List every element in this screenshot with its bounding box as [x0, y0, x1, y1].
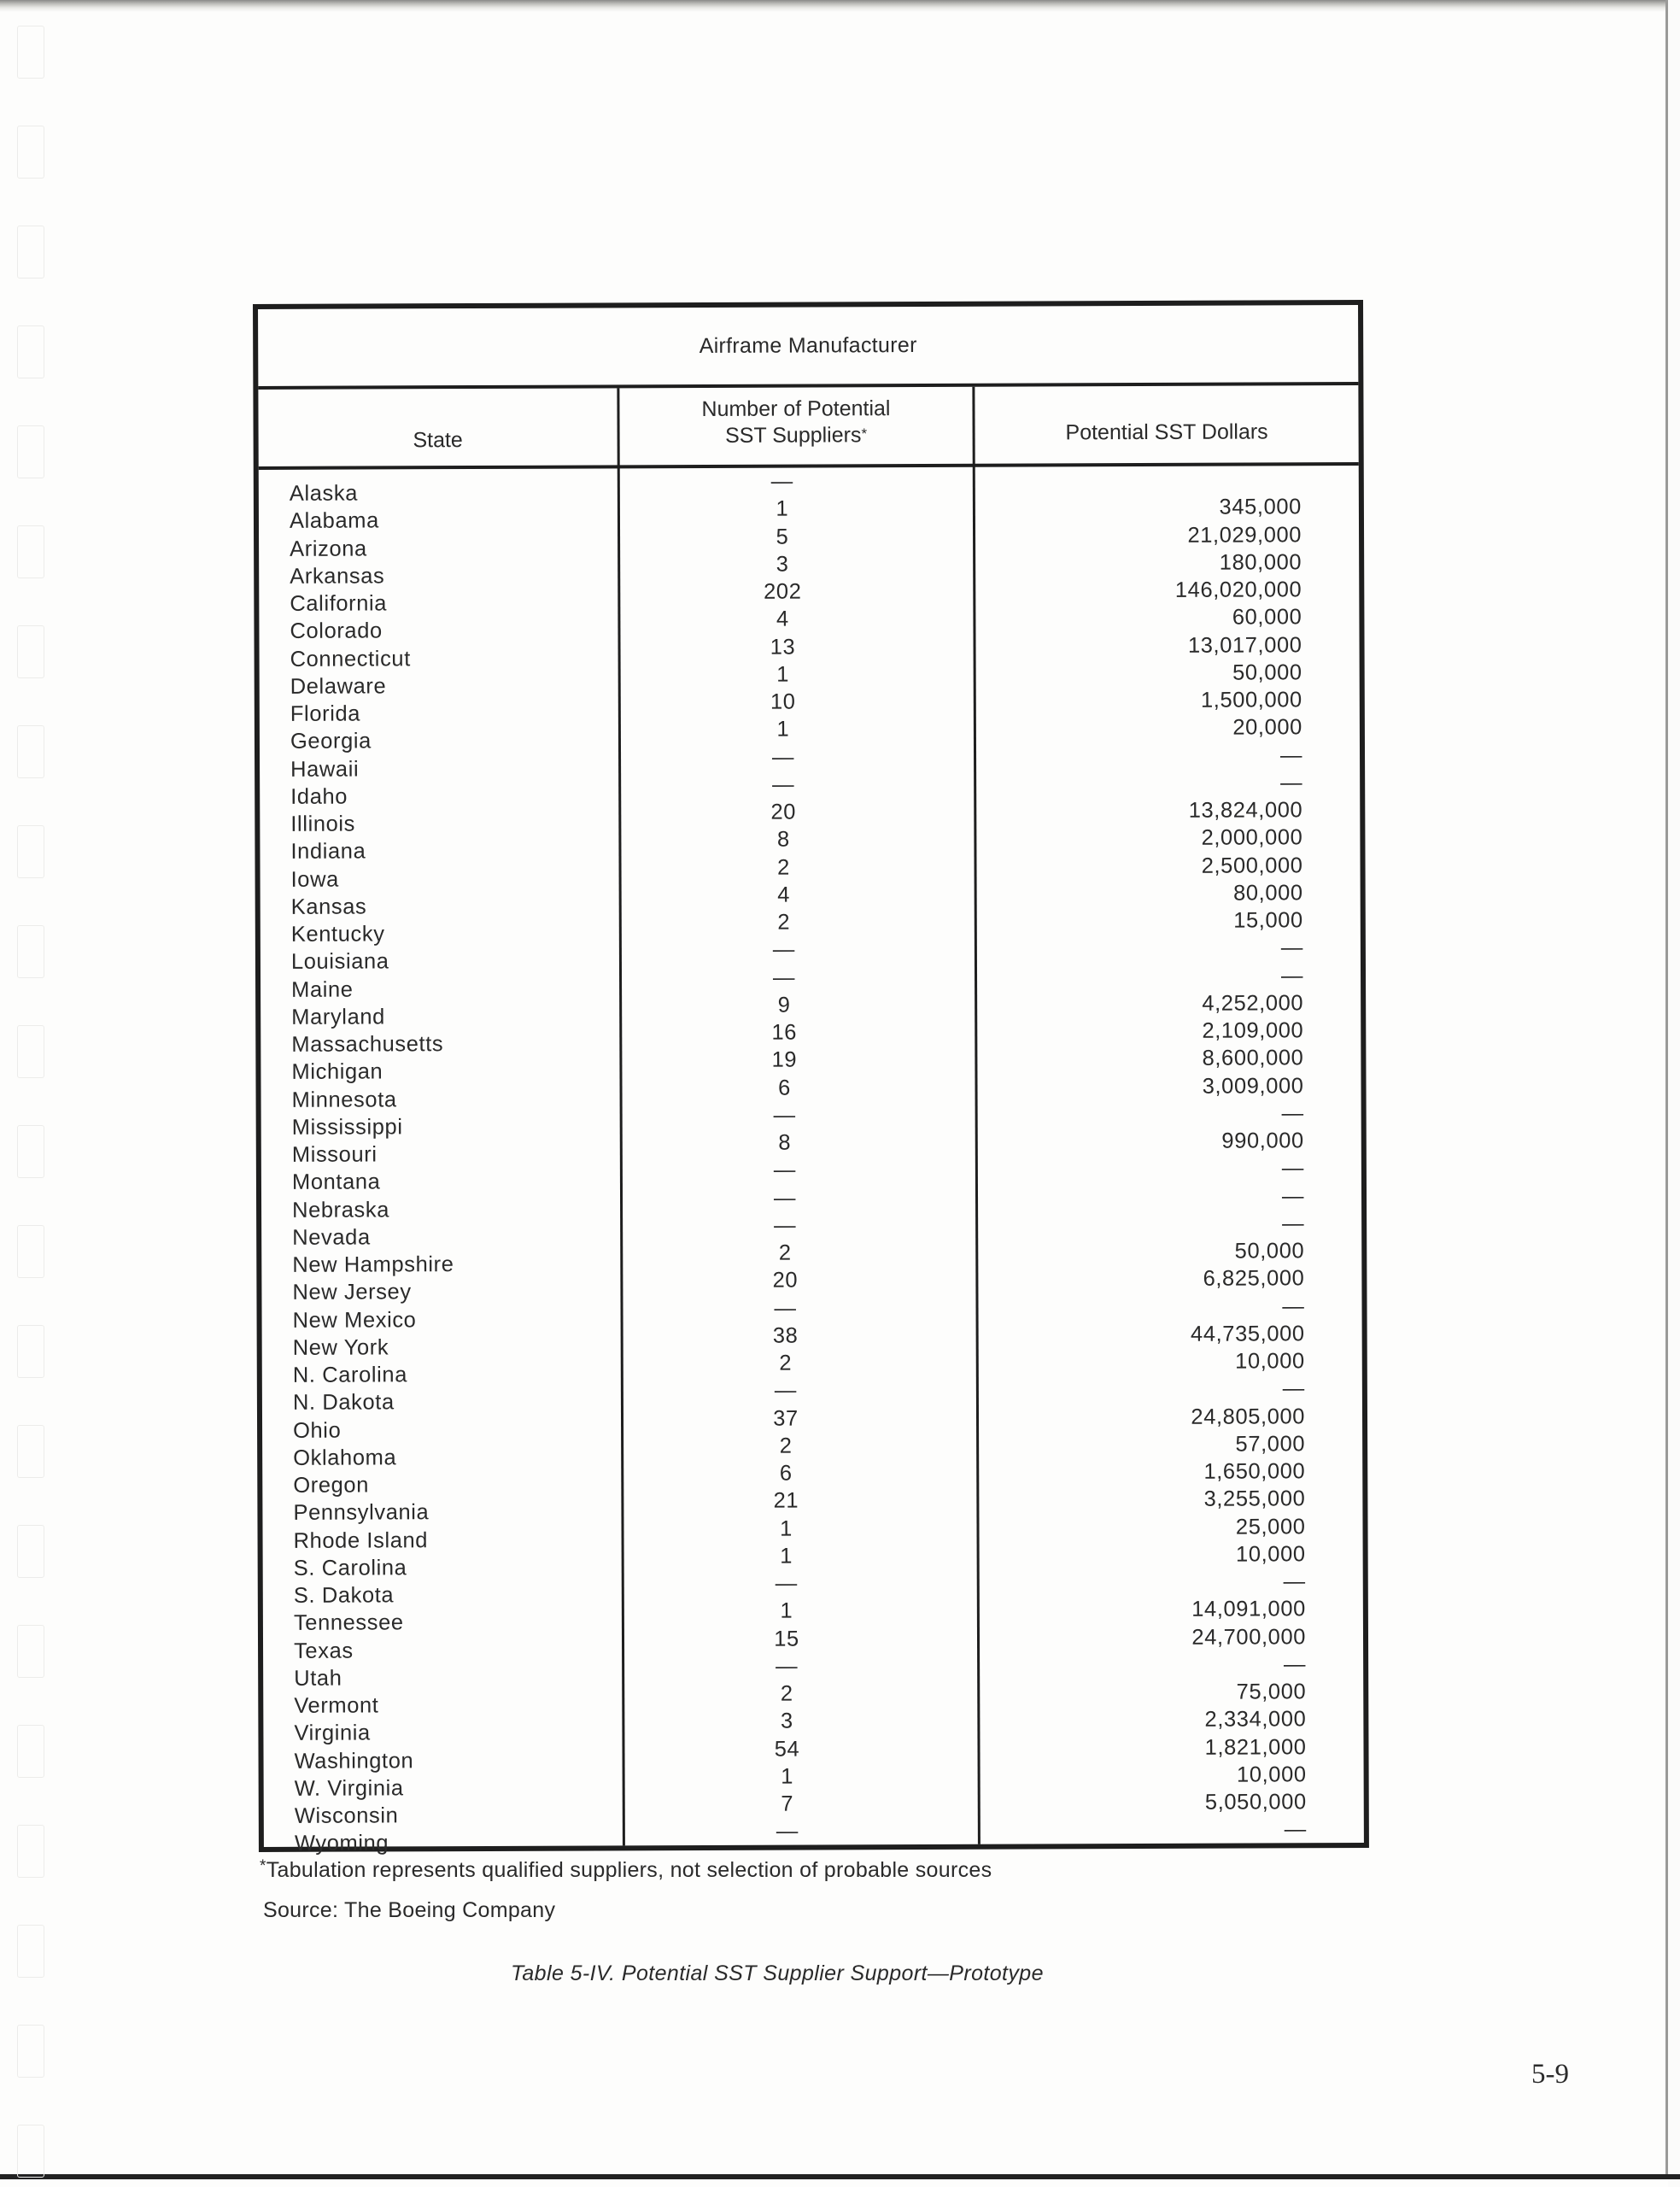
suppliers-cell: 21	[773, 1488, 799, 1513]
state-cell: New Mexico	[292, 1307, 417, 1333]
dollars-cell: 50,000	[1232, 660, 1302, 685]
state-cell: Arizona	[290, 536, 367, 561]
table-row	[260, 908, 1361, 947]
dollars-cell: 60,000	[1232, 605, 1302, 630]
table-row	[263, 1707, 1363, 1746]
table-row	[259, 632, 1359, 671]
state-cell: Kentucky	[290, 922, 385, 947]
group-header-label: Airframe Manufacturer	[699, 332, 917, 358]
suppliers-cell: 6	[779, 1461, 793, 1486]
table-row	[259, 550, 1359, 589]
supplier-table	[253, 300, 1369, 1856]
suppliers-cell: —	[774, 1378, 797, 1403]
dollars-cell: 3,255,000	[1203, 1486, 1306, 1511]
table-row	[260, 991, 1361, 1029]
table-row	[259, 605, 1359, 644]
dollars-cell: 20,000	[1232, 715, 1302, 740]
state-cell: Kansas	[290, 894, 367, 919]
state-cell: Washington	[294, 1748, 414, 1774]
table-row	[260, 1073, 1361, 1112]
dollars-cell: 5,050,000	[1204, 1790, 1307, 1815]
state-cell: Georgia	[290, 729, 372, 754]
suppliers-cell: 16	[771, 1020, 798, 1045]
column-header-suppliers	[619, 387, 972, 466]
suppliers-cell: 10	[770, 689, 796, 714]
suppliers-cell: 2	[778, 1240, 792, 1265]
table-row	[260, 715, 1360, 754]
state-cell: New Jersey	[292, 1280, 412, 1305]
suppliers-cell: —	[772, 937, 796, 962]
state-cell: California	[290, 591, 388, 616]
state-cell: Vermont	[294, 1693, 379, 1718]
table-caption: Table 5-IV. Potential SST Supplier Support—Prototype	[511, 1961, 1044, 1985]
dollars-cell	[975, 467, 1302, 468]
suppliers-cell: —	[776, 1654, 799, 1679]
state-cell: Alabama	[289, 508, 379, 534]
dollars-cell: 75,000	[1236, 1680, 1307, 1704]
binder-hole	[17, 825, 44, 878]
state-cell: New York	[292, 1335, 389, 1360]
dollars-cell: 1,500,000	[1200, 688, 1302, 712]
footnote-marker: *	[861, 425, 868, 443]
binder-hole	[17, 925, 44, 978]
suppliers-cell: 20	[770, 800, 797, 824]
state-cell: Oregon	[293, 1473, 370, 1498]
suppliers-cell: 54	[774, 1737, 800, 1762]
page-top-edge	[0, 0, 1680, 12]
dollars-cell: 50,000	[1234, 1239, 1305, 1264]
binder-hole	[17, 26, 44, 79]
table-row	[262, 1514, 1362, 1553]
dollars-cell: —	[1281, 1183, 1305, 1208]
state-cell: Virginia	[294, 1721, 371, 1746]
table-row	[259, 467, 1359, 506]
binder-hole	[17, 1825, 44, 1878]
suppliers-cell: 7	[781, 1791, 794, 1816]
suppliers-cell: —	[774, 1296, 797, 1321]
suppliers-cell: —	[771, 745, 795, 770]
suppliers-cell: 15	[774, 1627, 799, 1651]
column-header-suppliers-line2: SST Suppliers	[725, 423, 862, 448]
page-number: 5-9	[1531, 2059, 1569, 2090]
table-row	[261, 1156, 1361, 1195]
suppliers-cell: 19	[771, 1047, 798, 1072]
state-cell: Idaho	[290, 784, 348, 809]
dollars-cell: 146,020,000	[1174, 578, 1302, 602]
table-row	[264, 1817, 1364, 1856]
suppliers-cell: 202	[764, 579, 802, 604]
table-row	[262, 1486, 1362, 1526]
table-row	[260, 1018, 1361, 1057]
dollars-cell: 2,109,000	[1202, 1018, 1304, 1043]
state-cell: Illinois	[290, 812, 356, 836]
suppliers-cell: 1	[780, 1544, 793, 1568]
state-cell: Florida	[290, 701, 361, 726]
state-cell: N. Carolina	[292, 1363, 408, 1387]
table-body	[259, 467, 1364, 1856]
table-row	[263, 1680, 1363, 1718]
table-row	[260, 771, 1360, 809]
state-cell: Iowa	[290, 867, 339, 892]
dollars-cell: —	[1282, 1376, 1305, 1401]
dollars-cell: —	[1284, 1817, 1307, 1842]
suppliers-cell: 5	[776, 525, 789, 549]
dollars-cell: 13,824,000	[1188, 798, 1303, 823]
state-cell: Arkansas	[290, 564, 385, 589]
dollars-cell: —	[1279, 742, 1303, 767]
state-cell: S. Carolina	[293, 1556, 407, 1580]
state-cell: New Hampshire	[292, 1252, 454, 1277]
suppliers-cell: 4	[776, 607, 789, 631]
state-cell: Hawaii	[290, 757, 360, 782]
dollars-cell: —	[1283, 1652, 1307, 1677]
footnote-text: Tabulation represents qualified suppliers, not selection of probable sources	[266, 1858, 992, 1882]
suppliers-cell: —	[776, 1819, 799, 1844]
page-right-margin	[1668, 0, 1680, 2187]
table-row	[264, 1790, 1364, 1828]
source-note: Source: The Boeing Company	[263, 1898, 556, 1922]
suppliers-cell: 3	[780, 1709, 793, 1733]
binder-hole	[17, 2025, 44, 2078]
binder-hole	[17, 625, 44, 678]
suppliers-cell: 37	[773, 1406, 799, 1431]
suppliers-cell: 3	[776, 552, 789, 577]
table-row	[261, 1183, 1361, 1222]
dollars-cell: 1,650,000	[1203, 1459, 1306, 1484]
suppliers-cell: 2	[777, 855, 790, 880]
dollars-cell: 57,000	[1235, 1432, 1306, 1457]
table-row	[262, 1459, 1362, 1498]
dollars-cell: —	[1282, 1293, 1305, 1318]
dollars-cell: 80,000	[1232, 881, 1303, 906]
state-cell: Utah	[294, 1666, 342, 1691]
suppliers-cell: 1	[776, 717, 790, 742]
dollars-cell: 4,252,000	[1202, 991, 1304, 1016]
suppliers-cell: 1	[781, 1764, 794, 1789]
table-row	[261, 1101, 1361, 1140]
dollars-cell: —	[1280, 935, 1303, 960]
state-cell: Texas	[293, 1639, 354, 1663]
table-row	[261, 1266, 1361, 1305]
dollars-cell: 8,600,000	[1202, 1046, 1304, 1070]
table-row	[262, 1432, 1362, 1470]
dollars-cell: 13,017,000	[1187, 632, 1302, 658]
suppliers-cell: 13	[770, 635, 796, 660]
state-cell: Louisiana	[290, 949, 389, 975]
state-cell: Massachusetts	[291, 1032, 444, 1057]
binder-hole	[17, 1025, 44, 1078]
table-row	[261, 1211, 1361, 1250]
table-row	[260, 660, 1360, 699]
state-cell: Ohio	[293, 1418, 342, 1443]
suppliers-cell: 4	[777, 882, 791, 907]
table-row	[263, 1734, 1363, 1774]
column-header-dollars: Potential SST Dollars	[1065, 419, 1268, 444]
suppliers-cell: 1	[780, 1516, 793, 1541]
table-row	[261, 1129, 1361, 1167]
suppliers-cell: —	[770, 469, 793, 494]
page-right-edge	[1665, 0, 1668, 2174]
table-row	[259, 578, 1359, 616]
state-cell: Montana	[291, 1170, 381, 1195]
state-cell: Wisconsin	[294, 1803, 399, 1828]
table-row	[262, 1404, 1362, 1443]
state-cell: Nebraska	[292, 1197, 390, 1222]
binder-hole	[17, 425, 44, 478]
state-cell: Colorado	[290, 619, 383, 644]
table-row	[263, 1597, 1363, 1636]
dollars-cell: 3,009,000	[1202, 1073, 1304, 1099]
dollars-cell: 44,735,000	[1190, 1322, 1305, 1346]
suppliers-cell: 38	[772, 1323, 799, 1348]
suppliers-cell: 8	[776, 827, 790, 852]
state-cell: Alaska	[289, 481, 359, 506]
state-cell: Wyoming	[294, 1831, 389, 1856]
table-row	[260, 853, 1360, 892]
table-row	[260, 742, 1360, 782]
column-header-state: State	[413, 428, 463, 453]
footnote	[260, 1858, 992, 1883]
binder-hole	[17, 1125, 44, 1178]
dollars-cell: —	[1283, 1569, 1306, 1594]
table-row	[260, 1046, 1361, 1085]
suppliers-cell: —	[774, 1213, 797, 1238]
binder-hole	[17, 2125, 44, 2178]
binder-hole	[17, 1925, 44, 1978]
table-row	[262, 1349, 1362, 1387]
binder-hole	[17, 226, 44, 279]
suppliers-cell: 1	[776, 496, 789, 521]
table-row	[259, 495, 1359, 534]
suppliers-cell: —	[773, 1103, 796, 1128]
table-row	[261, 1293, 1361, 1333]
state-cell: N. Dakota	[292, 1390, 395, 1416]
footnote-asterisk: *	[260, 1857, 266, 1875]
dollars-cell: 345,000	[1219, 495, 1302, 519]
state-cell: Tennessee	[293, 1610, 404, 1636]
state-cell: Rhode Island	[293, 1527, 429, 1553]
state-cell: Minnesota	[291, 1087, 397, 1112]
binder-hole	[17, 1425, 44, 1478]
dollars-cell: —	[1279, 771, 1303, 795]
table-row	[260, 798, 1360, 836]
column-header-row	[258, 385, 1358, 470]
dollars-cell: 24,700,000	[1191, 1624, 1307, 1650]
state-cell: Connecticut	[290, 646, 411, 671]
state-cell: Missouri	[291, 1142, 378, 1167]
dollars-cell: —	[1281, 1156, 1304, 1181]
state-cell: Delaware	[290, 674, 387, 699]
binder-hole	[17, 725, 44, 778]
table-row	[260, 688, 1360, 726]
dollars-cell: 990,000	[1221, 1129, 1304, 1153]
suppliers-cell: 8	[778, 1130, 792, 1155]
state-cell: Indiana	[290, 839, 366, 865]
suppliers-cell: 2	[777, 910, 791, 935]
suppliers-cell: —	[773, 1158, 796, 1182]
binder-hole	[17, 1625, 44, 1678]
state-cell: W. Virginia	[294, 1776, 404, 1801]
dollars-cell: —	[1281, 1101, 1304, 1126]
table-row	[259, 522, 1359, 561]
suppliers-cell: —	[775, 1571, 798, 1596]
state-cell: Maryland	[291, 1005, 385, 1029]
binder-hole	[17, 525, 44, 578]
dollars-cell: 6,825,000	[1203, 1266, 1305, 1291]
suppliers-cell: 1	[776, 662, 790, 687]
binder-hole	[17, 1725, 44, 1778]
dollars-cell: 15,000	[1233, 908, 1303, 933]
table-row	[260, 935, 1361, 975]
state-cell: Maine	[291, 977, 354, 1002]
suppliers-cell: 1	[780, 1598, 793, 1623]
dollars-cell: 180,000	[1219, 550, 1302, 575]
page-bottom-edge	[0, 2174, 1680, 2179]
binder-hole	[17, 1225, 44, 1278]
state-cell: S. Dakota	[293, 1583, 395, 1608]
dollars-cell: 14,091,000	[1191, 1597, 1306, 1622]
table-row	[263, 1542, 1363, 1580]
table-row	[264, 1762, 1364, 1801]
suppliers-cell: 2	[779, 1351, 793, 1375]
dollars-cell: —	[1280, 963, 1304, 988]
dollars-cell: 2,334,000	[1204, 1707, 1307, 1732]
binder-hole	[17, 1325, 44, 1378]
suppliers-cell: 6	[778, 1076, 791, 1100]
group-header	[258, 305, 1358, 390]
state-cell: Nevada	[292, 1225, 371, 1250]
suppliers-cell: 20	[772, 1268, 799, 1293]
dollars-cell: 1,821,000	[1204, 1734, 1307, 1760]
suppliers-cell: —	[772, 965, 796, 990]
suppliers-cell: 9	[777, 993, 791, 1017]
suppliers-cell: —	[773, 1186, 797, 1211]
table-row	[263, 1624, 1363, 1663]
dollars-cell: 25,000	[1235, 1514, 1306, 1539]
state-cell: Pennsylvania	[293, 1500, 430, 1526]
table-row	[262, 1322, 1362, 1360]
dollars-cell: 24,805,000	[1191, 1404, 1306, 1429]
suppliers-cell: 2	[779, 1434, 793, 1458]
dollars-cell: 21,029,000	[1187, 522, 1302, 548]
table-row	[262, 1376, 1362, 1416]
state-cell: Michigan	[291, 1059, 383, 1085]
suppliers-cell: 2	[780, 1681, 793, 1706]
table-row	[263, 1652, 1363, 1691]
state-cell: Oklahoma	[293, 1445, 397, 1470]
dollars-cell: 10,000	[1235, 1349, 1305, 1374]
dollars-cell: 2,500,000	[1201, 853, 1303, 878]
dollars-cell: 10,000	[1236, 1762, 1307, 1787]
table-row	[263, 1569, 1363, 1608]
table-row	[260, 963, 1361, 1002]
dollars-cell: 2,000,000	[1201, 825, 1303, 850]
table-row	[260, 825, 1360, 865]
binder-hole	[17, 1525, 44, 1578]
binder-hole	[17, 126, 44, 179]
dollars-cell: 10,000	[1235, 1542, 1306, 1567]
dollars-cell: —	[1281, 1211, 1305, 1236]
state-cell: Mississippi	[291, 1115, 403, 1140]
binder-hole	[17, 325, 44, 378]
table-row	[261, 1239, 1361, 1277]
column-header-suppliers-line1: Number of Potential	[701, 396, 891, 421]
suppliers-cell: —	[772, 772, 795, 797]
table-row	[260, 881, 1361, 919]
